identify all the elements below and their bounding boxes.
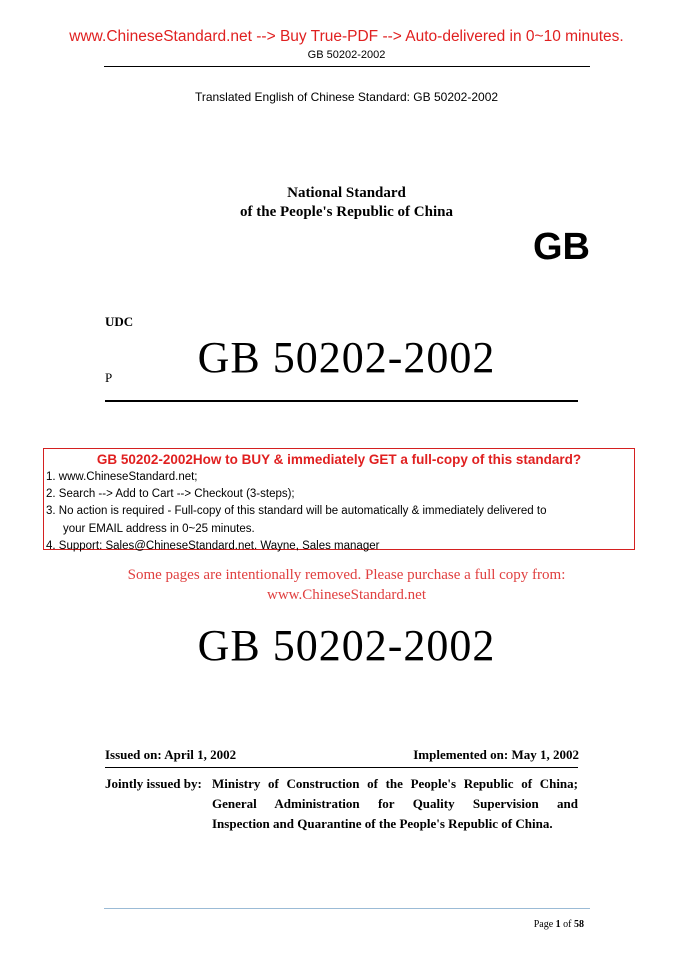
purchase-link[interactable]: www.ChineseStandard.net: [267, 587, 426, 603]
page-current: 1: [555, 919, 561, 930]
buy-box-title: GB 50202-2002How to BUY & immediately GET a full-copy of this standard?: [96, 452, 582, 467]
gb-logo: GB: [533, 226, 590, 268]
pages-removed-notice: Some pages are intentionally removed. Please purchase a full copy from:: [127, 567, 566, 583]
page-prefix: Page: [533, 919, 556, 930]
page-total: 58: [574, 919, 584, 930]
buy-instructions-box: [43, 448, 635, 550]
standard-code-title: GB 50202-2002: [197, 333, 496, 382]
translated-title: Translated English of Chinese Standard: GB 50202-2002: [194, 90, 499, 104]
national-standard-title: National Standard: [287, 185, 406, 201]
running-header-code: GB 50202-2002: [307, 49, 386, 61]
buy-steps-list: [46, 469, 630, 555]
top-banner-link[interactable]: www.ChineseStandard.net --> Buy True-PDF --> Auto-delivered in 0~10 minutes.: [69, 28, 624, 45]
issued-date: Issued on: April 1, 2002: [105, 747, 237, 762]
standard-code-repeat: GB 50202-2002: [197, 621, 496, 670]
buy-step-1[interactable]: 1. www.ChineseStandard.net;: [46, 471, 198, 483]
page-separator: of: [560, 919, 574, 930]
footer-divider: [104, 908, 590, 909]
dates-divider: [105, 767, 578, 768]
title-divider: [105, 400, 578, 402]
jointly-issued-label: Jointly issued by:: [105, 776, 202, 791]
issuer-line-3: Inspection and Quarantine of the People's Republic of China.: [212, 816, 553, 831]
buy-step-3-continued: your EMAIL address in 0~25 minutes.: [63, 522, 255, 535]
udc-label: UDC: [105, 314, 134, 329]
implemented-date: Implemented on: May 1, 2002: [413, 747, 579, 762]
issuer-line-2: General Administration for Quality Supervision and: [212, 796, 578, 811]
buy-step-3: 3. No action is required - Full-copy of this standard will be automatically & immediately delivered to: [46, 505, 547, 518]
page-number: [480, 919, 584, 930]
header-divider: [104, 66, 590, 67]
buy-step-2: 2. Search --> Add to Cart --> Checkout (3-steps);: [46, 488, 295, 501]
issuer-line-1: Ministry of Construction of the People's Republic of China;: [212, 776, 578, 791]
national-standard-subtitle: of the People's Republic of China: [240, 204, 453, 220]
buy-step-4[interactable]: 4. Support: Sales@ChineseStandard.net. Wayne, Sales manager: [46, 539, 380, 552]
p-label: P: [105, 370, 113, 385]
